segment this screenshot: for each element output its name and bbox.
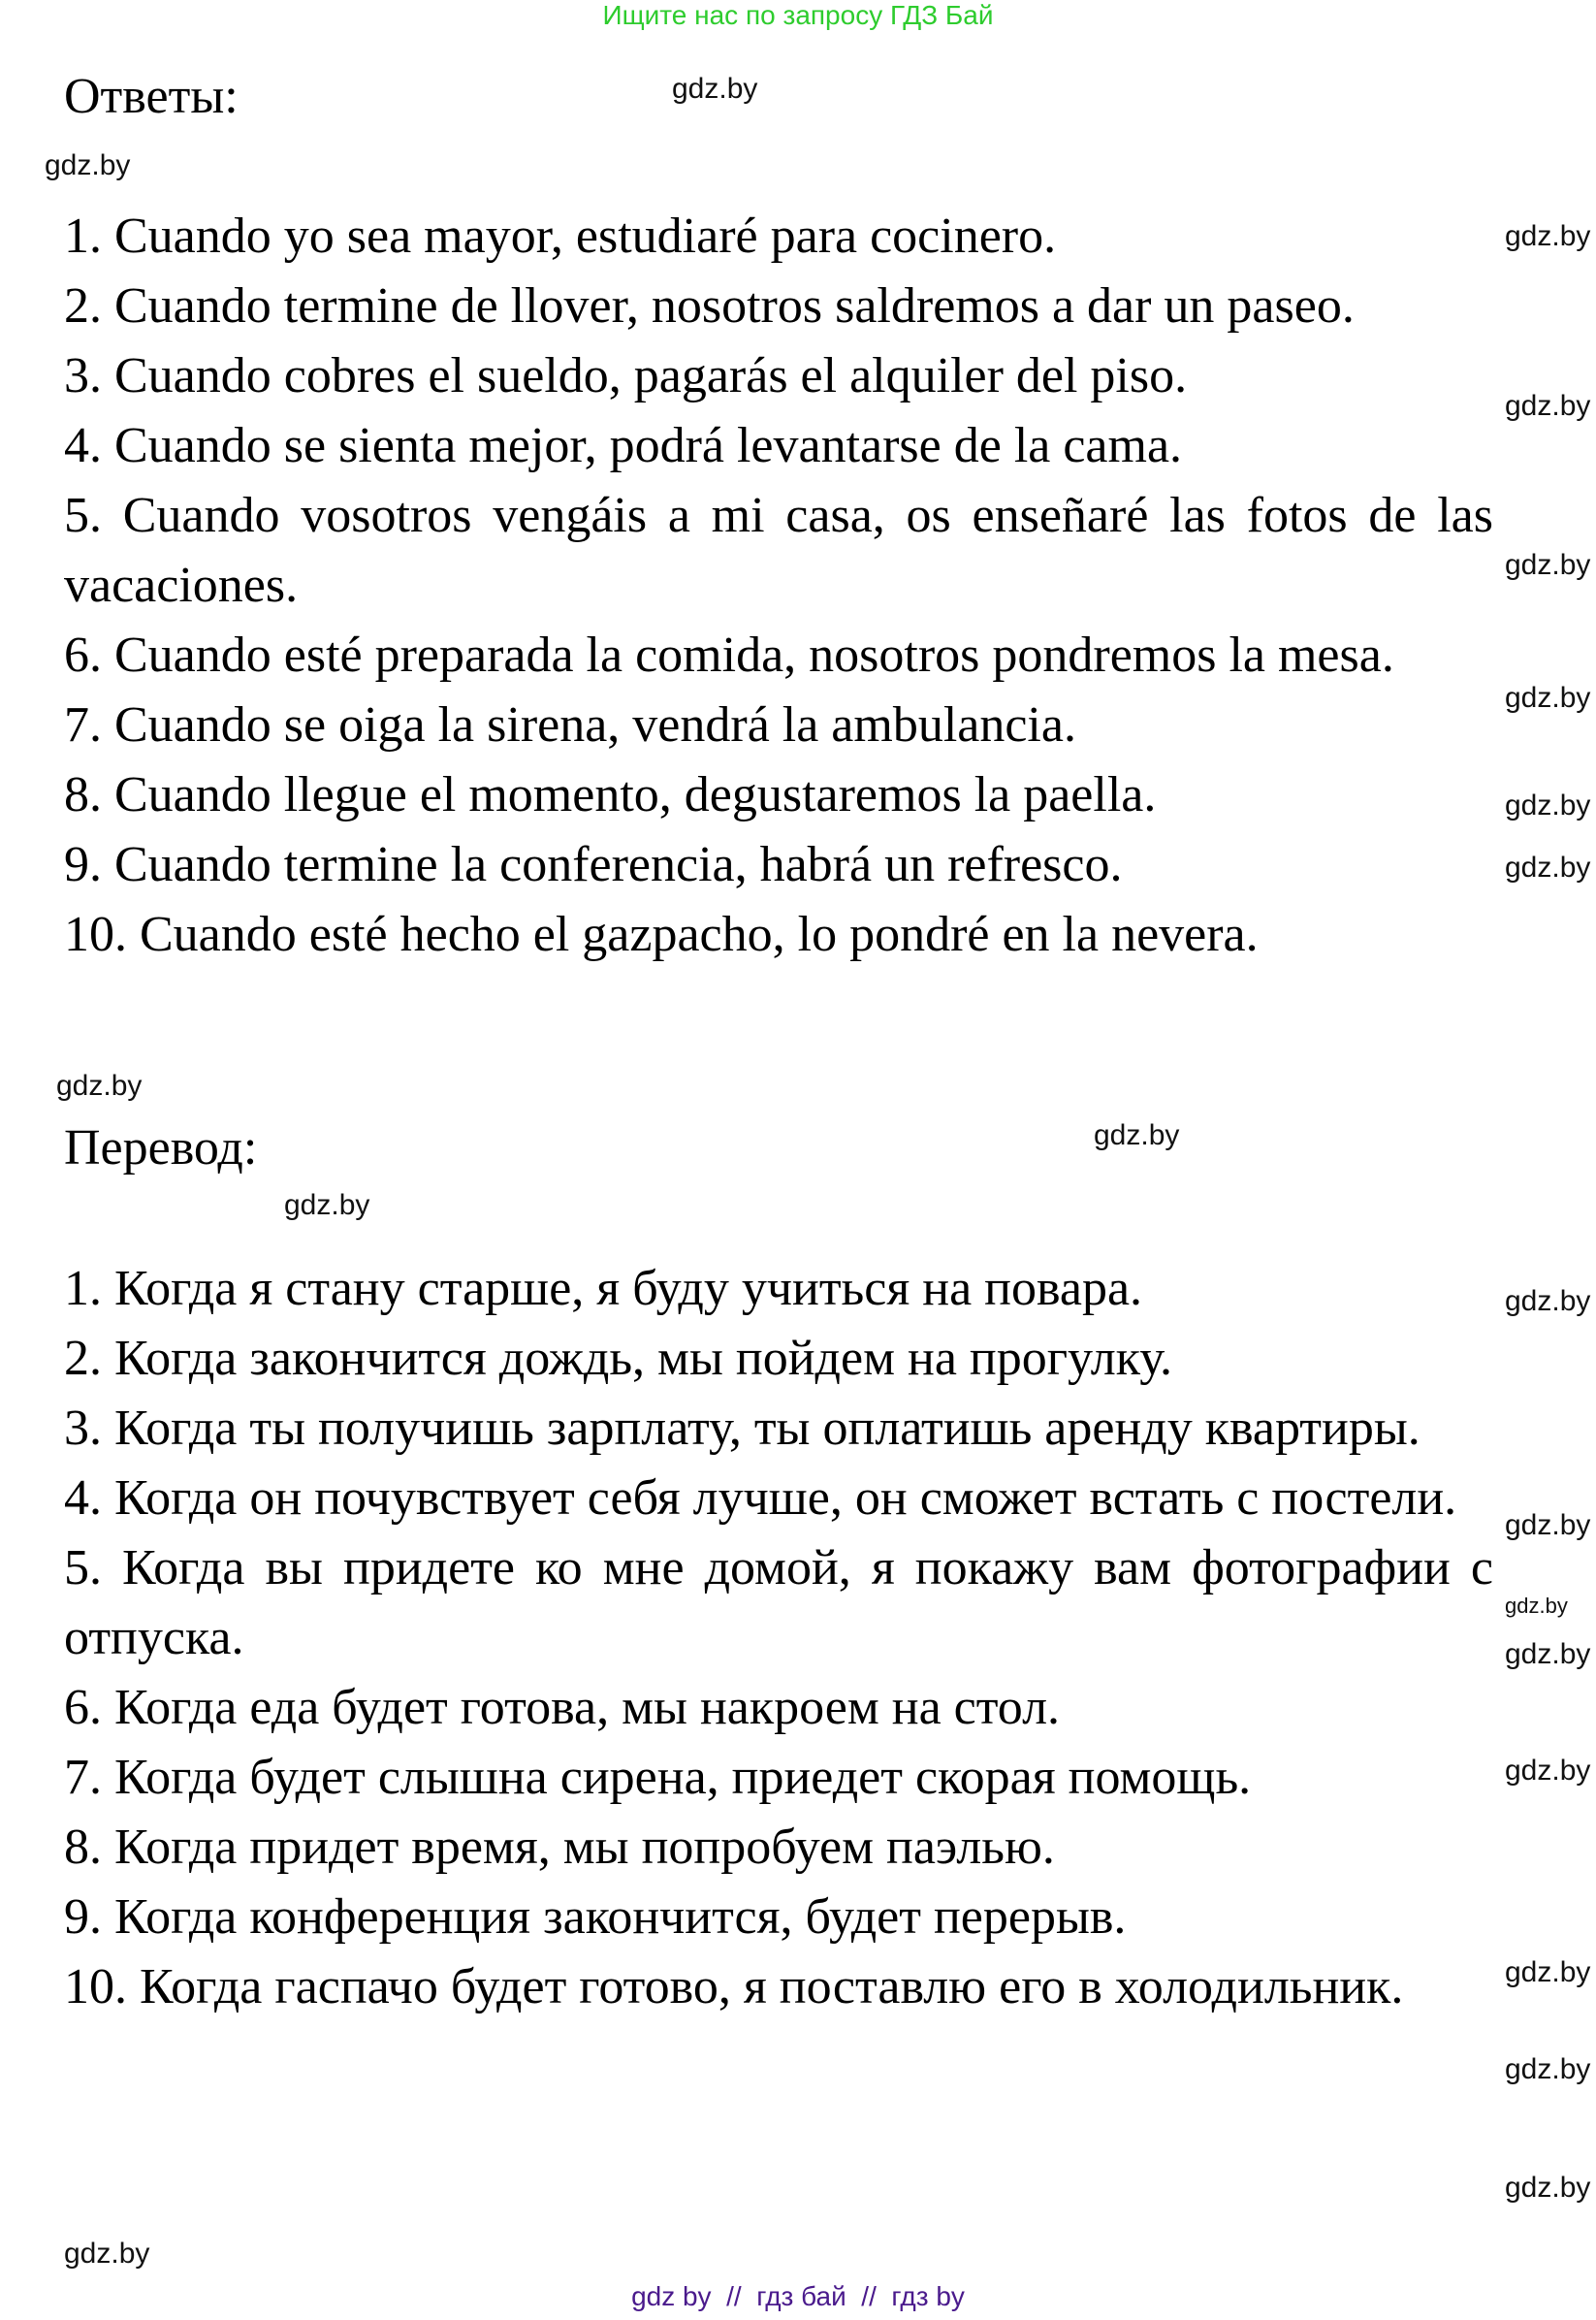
watermark: gdz.by	[64, 2238, 150, 2270]
translation-item: 6. Когда еда будет готова, мы накроем на стол.	[64, 1680, 1061, 1735]
answers-list	[64, 202, 1493, 970]
translation-item: 10. Когда гаспачо будет готово, я поставлю его в холодильник.	[64, 1959, 1404, 2014]
watermark: gdz.by	[1505, 789, 1591, 822]
translation-item: 2. Когда закончится дождь, мы пойдем на прогулку.	[64, 1331, 1173, 1386]
translation-title: Перевод:	[64, 1120, 258, 1176]
search-banner[interactable]: Ищите нас по запросу ГДЗ Бай	[602, 0, 994, 30]
watermark: gdz.by	[56, 1070, 143, 1102]
watermark: gdz.by	[1505, 1594, 1568, 1618]
watermark: gdz.by	[1505, 682, 1591, 714]
answer-item: 8. Cuando llegue el momento, degustaremos la paella.	[64, 767, 1157, 822]
answer-item: 7. Cuando se oiga la sirena, vendrá la ambulancia.	[64, 697, 1076, 753]
answers-title: Ответы:	[64, 69, 239, 124]
watermark: gdz.by	[1505, 1285, 1591, 1317]
translation-item: 7. Когда будет слышна сирена, приедет скорая помощь.	[64, 1750, 1252, 1805]
answer-item: 5. Cuando vosotros vengáis a mi casa, os enseñaré las fotos de las vacaciones.	[64, 488, 1493, 613]
watermark: gdz.by	[1505, 1956, 1591, 1988]
watermark: gdz.by	[1505, 2172, 1591, 2204]
answer-item: 2. Cuando termine de llover, nosotros saldremos a dar un paseo.	[64, 278, 1355, 334]
answer-item: 10. Cuando esté hecho el gazpacho, lo pondré en la nevera.	[64, 907, 1259, 962]
watermark: gdz.by	[1505, 1509, 1591, 1541]
translation-item: 4. Когда он почувствует себя лучше, он сможет встать с постели.	[64, 1470, 1457, 1526]
watermark: gdz.by	[45, 149, 131, 181]
footer-links[interactable]: gdz by // гдз бай // гдз by	[631, 2281, 965, 2311]
watermark: gdz.by	[1505, 390, 1591, 422]
answer-item: 9. Cuando termine la conferencia, habrá un refresco.	[64, 837, 1123, 892]
watermark: gdz.by	[1505, 1755, 1591, 1787]
watermark: gdz.by	[284, 1189, 370, 1221]
translation-item: 5. Когда вы придете ко мне домой, я покажу вам фотографии с отпуска.	[64, 1540, 1493, 1665]
answer-item: 6. Cuando esté preparada la comida, nosotros pondremos la mesa.	[64, 628, 1394, 683]
watermark: gdz.by	[1505, 1638, 1591, 1670]
translation-list	[64, 1254, 1493, 2022]
watermark: gdz.by	[1505, 2053, 1591, 2085]
translation-item: 3. Когда ты получишь зарплату, ты оплатишь аренду квартиры.	[64, 1401, 1420, 1456]
answer-item: 3. Cuando cobres el sueldo, pagarás el alquiler del piso.	[64, 348, 1188, 403]
watermark: gdz.by	[1505, 220, 1591, 252]
answer-item: 1. Cuando yo sea mayor, estudiaré para cocinero.	[64, 209, 1057, 264]
answer-item: 4. Cuando se sienta mejor, podrá levantarse de la cama.	[64, 418, 1183, 473]
translation-item: 9. Когда конференция закончится, будет перерыв.	[64, 1889, 1127, 1945]
watermark: gdz.by	[1505, 852, 1591, 884]
translation-item: 1. Когда я стану старше, я буду учиться на повара.	[64, 1261, 1143, 1316]
translation-item: 8. Когда придет время, мы попробуем паэлью.	[64, 1820, 1055, 1875]
watermark: gdz.by	[672, 73, 758, 105]
watermark: gdz.by	[1505, 549, 1591, 581]
watermark: gdz.by	[1094, 1119, 1180, 1151]
